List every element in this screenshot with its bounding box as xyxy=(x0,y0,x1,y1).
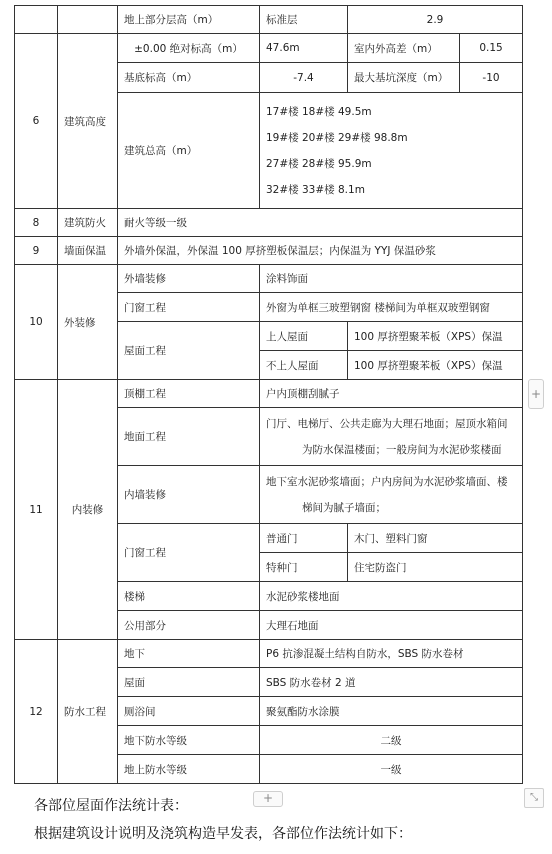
ceiling-label: 顶棚工程 xyxy=(118,380,260,408)
doors-label: 门窗工程 xyxy=(118,524,260,582)
table-row xyxy=(15,237,523,265)
door-regular-value: 木门、塑料门窗 xyxy=(348,524,523,553)
section-number: 6 xyxy=(15,34,58,209)
cell-empty xyxy=(15,6,58,34)
roof-inaccessible-label: 不上人屋面 xyxy=(260,351,348,380)
public-area-value: 大理石地面 xyxy=(260,611,523,640)
aboveground-grade-label: 地上防水等级 xyxy=(118,755,260,784)
height-line: 32#楼 33#楼 8.1m xyxy=(266,183,365,196)
height-line: 17#楼 18#楼 49.5m xyxy=(266,105,372,118)
height-line: 27#楼 28#楼 95.9m xyxy=(266,157,372,170)
exterior-wall-label: 外墙装修 xyxy=(118,265,260,293)
table-row xyxy=(15,640,523,668)
table-row xyxy=(15,6,523,34)
wall-line: 地下室水泥砂浆墙面；户内房间为水泥砂浆墙面、楼 xyxy=(266,475,508,488)
pit-depth-value: -10 xyxy=(460,63,523,93)
total-height-label: 建筑总高（m） xyxy=(118,93,260,209)
roof-accessible-label: 上人屋面 xyxy=(260,322,348,351)
bathroom-value: 聚氨酯防水涂膜 xyxy=(260,697,523,726)
height-line: 19#楼 20#楼 29#楼 98.8m xyxy=(266,131,408,144)
stairs-value: 水泥砂浆楼地面 xyxy=(260,582,523,611)
door-special-label: 特种门 xyxy=(260,553,348,582)
roof-waterproof-label: 屋面 xyxy=(118,668,260,697)
table-row xyxy=(15,34,523,63)
floor-height-label: 地上部分层高（m） xyxy=(118,6,260,34)
wall-line: 梯间为腻子墙面； xyxy=(302,501,386,514)
floor-line: 门厅、电梯厅、公共走廊为大理石地面；屋顶水箱间 xyxy=(266,417,508,430)
height-diff-value: 0.15 xyxy=(460,34,523,63)
table-row xyxy=(15,265,523,293)
table-row xyxy=(15,209,523,237)
total-height-values xyxy=(260,93,523,209)
floor-line: 为防水保温楼面；一般房间为水泥砂浆楼面 xyxy=(302,443,502,456)
elevation-label: ±0.00 绝对标高（m） xyxy=(118,34,260,63)
section-title: 内装修 xyxy=(58,380,118,640)
cell-empty xyxy=(58,6,118,34)
underground-value: P6 抗渗混凝土结构自防水，SBS 防水卷材 xyxy=(260,640,523,668)
base-elevation-label: 基底标高（m） xyxy=(118,63,260,93)
section-title: 墙面保温 xyxy=(58,237,118,265)
floor-value xyxy=(260,408,523,466)
section-title: 外装修 xyxy=(58,265,118,380)
table-row xyxy=(15,380,523,408)
door-special-value: 住宅防盗门 xyxy=(348,553,523,582)
building-spec-table xyxy=(14,5,523,784)
paragraph-stats-intro: 根据建筑设计说明及浇筑构造早发表，各部位作法统计如下： xyxy=(34,826,412,842)
roof-label: 屋面工程 xyxy=(118,322,260,380)
add-row-button[interactable]: + xyxy=(253,791,283,807)
pit-depth-label: 最大基坑深度（m） xyxy=(348,63,460,93)
door-regular-label: 普通门 xyxy=(260,524,348,553)
insulation-value: 外墙外保温，外保温 100 厚挤塑板保温层；内保温为 YYJ 保温砂浆 xyxy=(118,237,523,265)
underground-grade-value: 二级 xyxy=(260,726,523,755)
floor-label: 地面工程 xyxy=(118,408,260,466)
section-title: 建筑高度 xyxy=(58,34,118,209)
standard-floor-label: 标准层 xyxy=(260,6,348,34)
floor-height-value: 2.9 xyxy=(348,6,523,34)
aboveground-grade-value: 一级 xyxy=(260,755,523,784)
exterior-wall-value: 涂料饰面 xyxy=(260,265,523,293)
elevation-value: 47.6m xyxy=(260,34,348,63)
height-diff-label: 室内外高差（m） xyxy=(348,34,460,63)
windows-label: 门窗工程 xyxy=(118,293,260,322)
roof-inaccessible-value: 100 厚挤塑聚苯板（XPS）保温 xyxy=(348,351,523,380)
section-number: 12 xyxy=(15,640,58,784)
stairs-label: 楼梯 xyxy=(118,582,260,611)
section-title: 建筑防火 xyxy=(58,209,118,237)
section-number: 9 xyxy=(15,237,58,265)
interior-wall-label: 内墙装修 xyxy=(118,466,260,524)
interior-wall-value xyxy=(260,466,523,524)
base-elevation-value: -7.4 xyxy=(260,63,348,93)
public-area-label: 公用部分 xyxy=(118,611,260,640)
roof-accessible-value: 100 厚挤塑聚苯板（XPS）保温 xyxy=(348,322,523,351)
bathroom-label: 厕浴间 xyxy=(118,697,260,726)
fire-rating-value: 耐火等级一级 xyxy=(118,209,523,237)
section-number: 11 xyxy=(15,380,58,640)
roof-waterproof-value: SBS 防水卷材 2 道 xyxy=(260,668,523,697)
paragraph-stats-title: 各部位屋面作法统计表： xyxy=(34,798,188,814)
underground-grade-label: 地下防水等级 xyxy=(118,726,260,755)
windows-value: 外窗为单框三玻塑钢窗 楼梯间为单框双玻塑钢窗 xyxy=(260,293,523,322)
section-number: 10 xyxy=(15,265,58,380)
table-resize-handle[interactable]: ⤡ xyxy=(524,788,544,808)
underground-label: 地下 xyxy=(118,640,260,668)
section-number: 8 xyxy=(15,209,58,237)
add-column-button[interactable]: + xyxy=(528,379,544,409)
ceiling-value: 户内顶棚刮腻子 xyxy=(260,380,523,408)
section-title: 防水工程 xyxy=(58,640,118,784)
